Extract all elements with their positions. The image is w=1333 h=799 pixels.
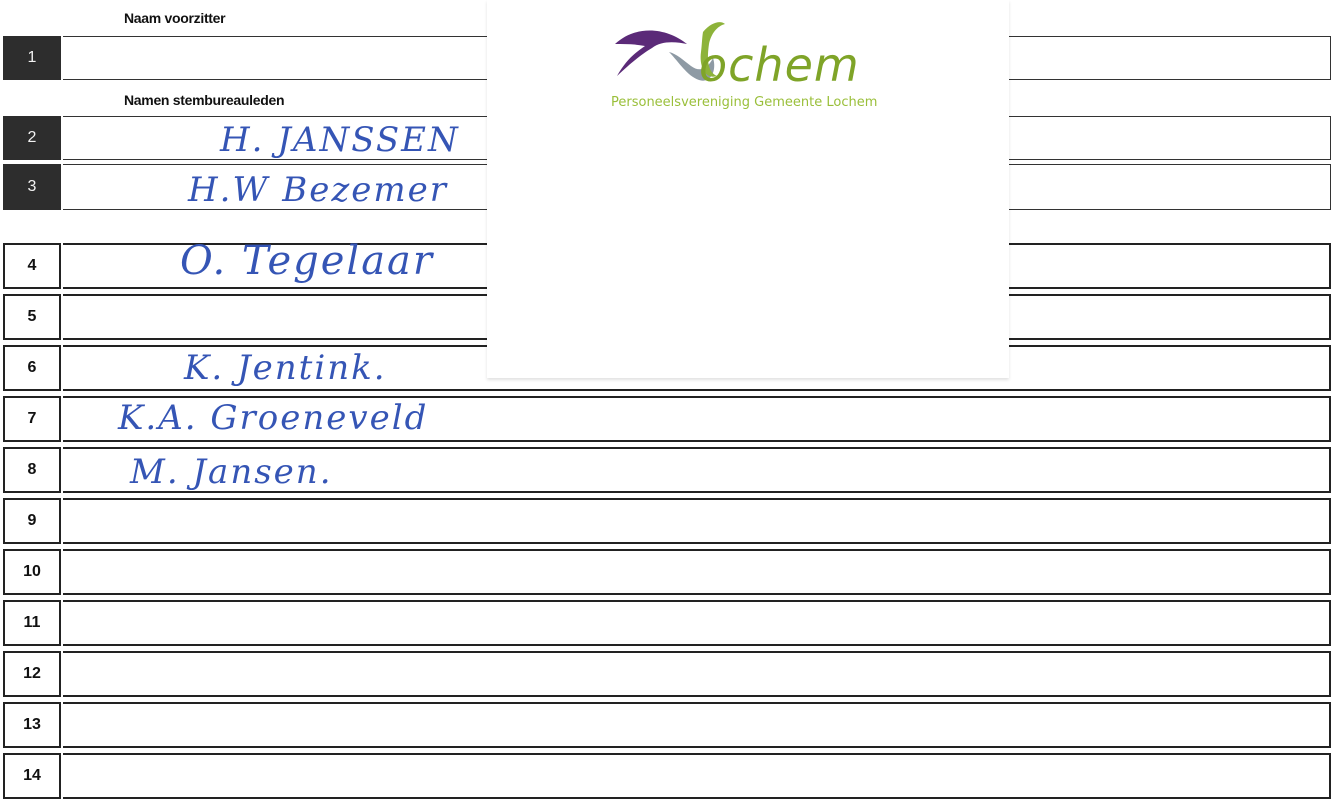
- name-field[interactable]: [63, 549, 1331, 595]
- row-number: 9: [3, 498, 61, 544]
- row-number: 1: [3, 36, 61, 80]
- row-number: 2: [3, 116, 61, 160]
- form-row-10: [3, 549, 1331, 595]
- name-field[interactable]: [63, 651, 1331, 697]
- handwritten-name: K.A. Groeneveld: [118, 398, 429, 438]
- row-number: 3: [3, 164, 61, 210]
- row-number: 13: [3, 702, 61, 748]
- chair-label: Naam voorzitter: [124, 10, 226, 26]
- row-number: 7: [3, 396, 61, 442]
- form-row-13: [3, 702, 1331, 748]
- row-number: 14: [3, 753, 61, 799]
- form-row-11: [3, 600, 1331, 646]
- row-number: 11: [3, 600, 61, 646]
- logo-card: [487, 0, 1009, 378]
- name-field[interactable]: [63, 702, 1331, 748]
- form-row-9: [3, 498, 1331, 544]
- name-field[interactable]: [63, 498, 1331, 544]
- handwritten-name: O. Tegelaar: [180, 238, 435, 284]
- name-field[interactable]: [63, 600, 1331, 646]
- name-field[interactable]: [63, 753, 1331, 799]
- row-number: 6: [3, 345, 61, 391]
- row-number: 10: [3, 549, 61, 595]
- row-number: 4: [3, 243, 61, 289]
- handwritten-name: K. Jentink.: [184, 348, 387, 388]
- handwritten-name: M. Jansen.: [130, 452, 333, 492]
- logo-wordmark: ochem: [699, 38, 860, 92]
- form-row-14: [3, 753, 1331, 799]
- row-number: 12: [3, 651, 61, 697]
- row-number: 8: [3, 447, 61, 493]
- form-row-12: [3, 651, 1331, 697]
- handwritten-name: H. JANSSEN: [220, 120, 460, 160]
- logo-subtitle: Personeelsvereniging Gemeente Lochem: [611, 95, 878, 110]
- handwritten-name: H.W Bezemer: [188, 170, 448, 210]
- row-number: 5: [3, 294, 61, 340]
- members-label: Namen stembureauleden: [124, 92, 285, 108]
